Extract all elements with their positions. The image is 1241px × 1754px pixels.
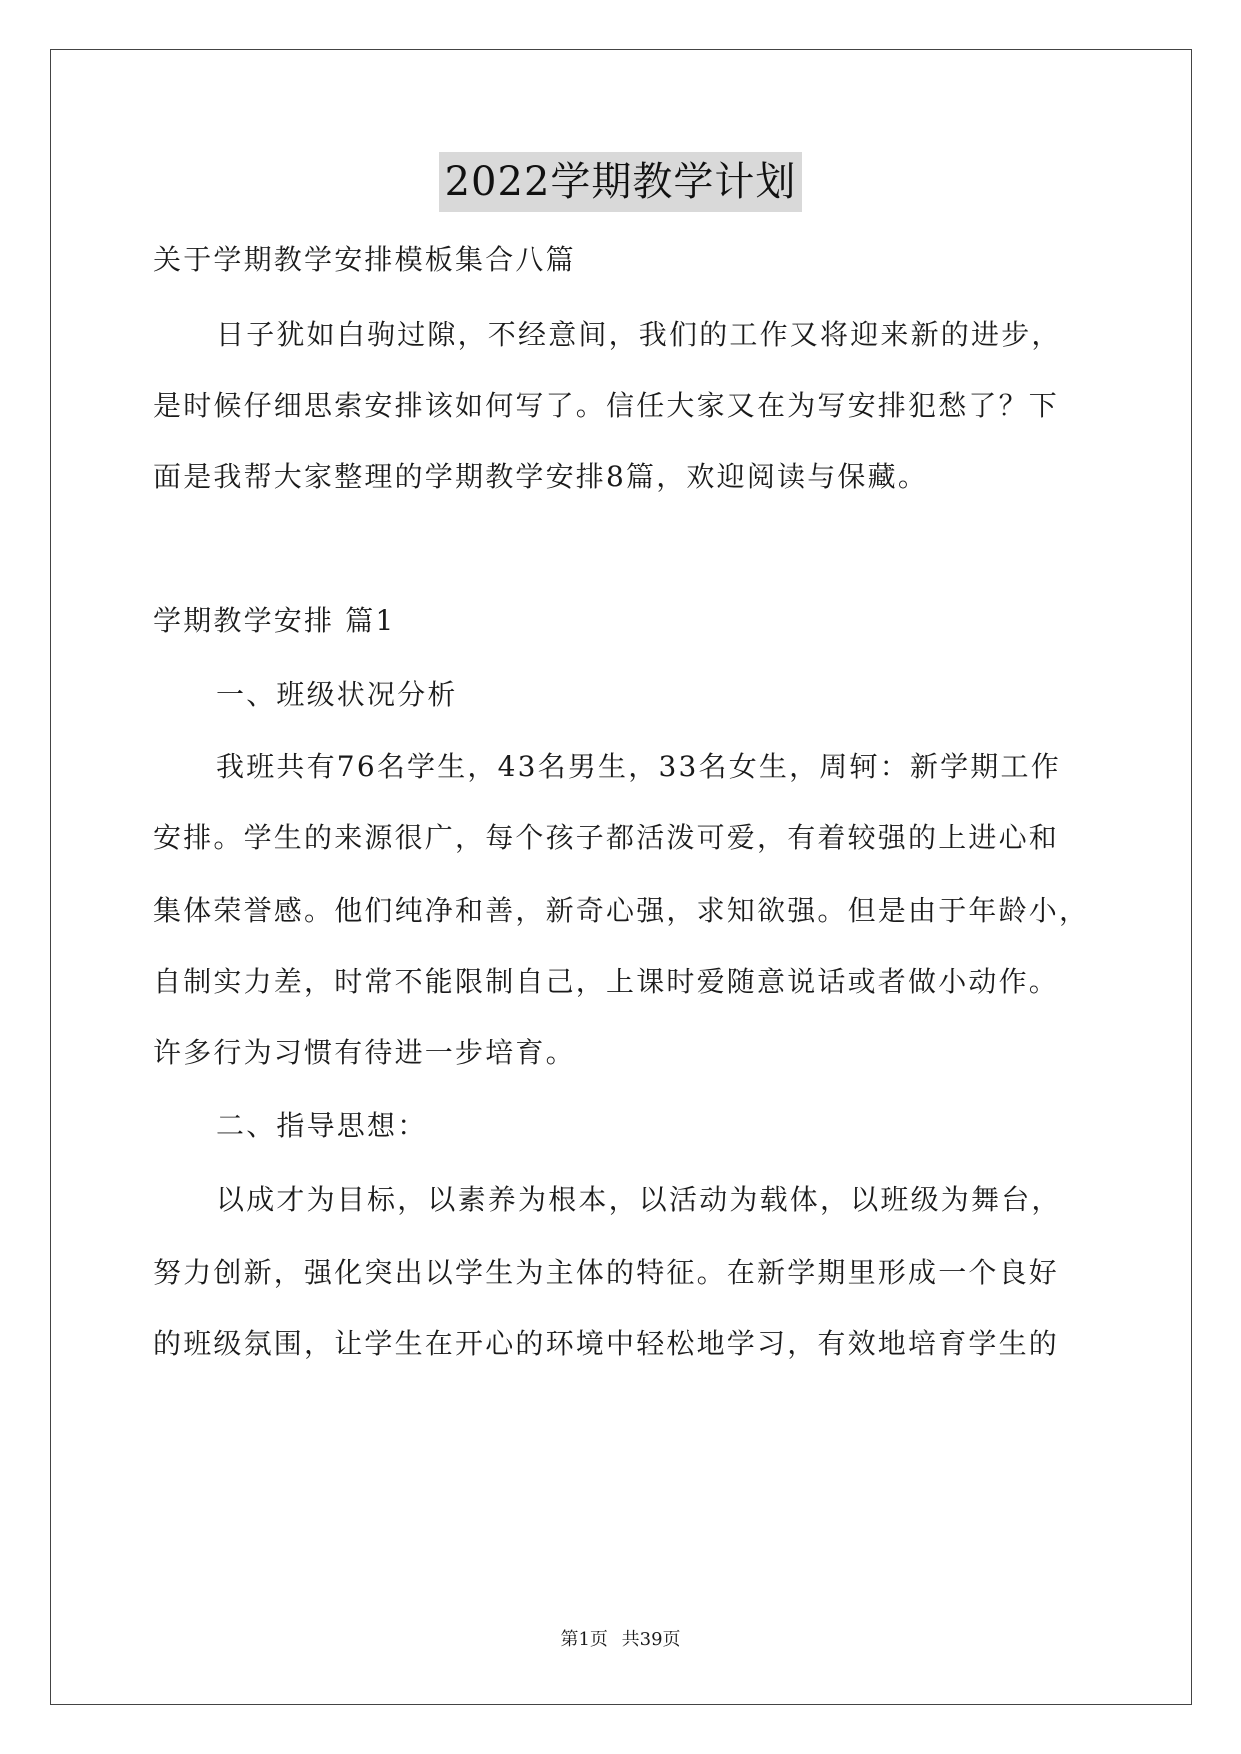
part2-heading: 二、指导思想： xyxy=(216,1109,428,1142)
section-heading: 学期教学安排 篇1 xyxy=(153,604,396,637)
page-footer xyxy=(0,1627,1241,1653)
intro-line-2: 是时候仔细思索安排该如何写了。信任大家又在为写安排犯愁了？下 xyxy=(153,389,1060,422)
intro-line-3: 面是我帮大家整理的学期教学安排8篇，欢迎阅读与保藏。 xyxy=(153,460,929,493)
part2-line-1: 以成才为目标，以素养为根本，以活动为载体，以班级为舞台， xyxy=(216,1183,1062,1216)
page-border xyxy=(50,49,1192,1705)
part1-line-3: 集体荣誉感。他们纯净和善，新奇心强，求知欲强。但是由于年龄小， xyxy=(153,894,1090,927)
page-number: 第1页 xyxy=(560,1629,608,1650)
part1-line-5: 许多行为习惯有待进一步培育。 xyxy=(153,1036,576,1069)
part2-line-2: 努力创新，强化突出以学生为主体的特征。在新学期里形成一个良好 xyxy=(153,1256,1060,1289)
document-title: 2022学期教学计划 xyxy=(439,152,803,212)
part1-line-2: 安排。学生的来源很广，每个孩子都活泼可爱，有着较强的上进心和 xyxy=(153,821,1060,854)
part2-line-3: 的班级氛围，让学生在开心的环境中轻松地学习，有效地培育学生的 xyxy=(153,1327,1060,1360)
subtitle: 关于学期教学安排模板集合八篇 xyxy=(153,243,576,276)
intro-line-1: 日子犹如白驹过隙，不经意间，我们的工作又将迎来新的进步， xyxy=(216,318,1062,351)
part1-line-1: 我班共有76名学生，43名男生，33名女生，周轲：新学期工作 xyxy=(216,750,1061,783)
part1-heading: 一、班级状况分析 xyxy=(216,678,458,711)
page-total: 共39页 xyxy=(621,1629,681,1650)
part1-line-4: 自制实力差，时常不能限制自己，上课时爱随意说话或者做小动作。 xyxy=(153,965,1060,998)
title-container xyxy=(0,152,1241,212)
